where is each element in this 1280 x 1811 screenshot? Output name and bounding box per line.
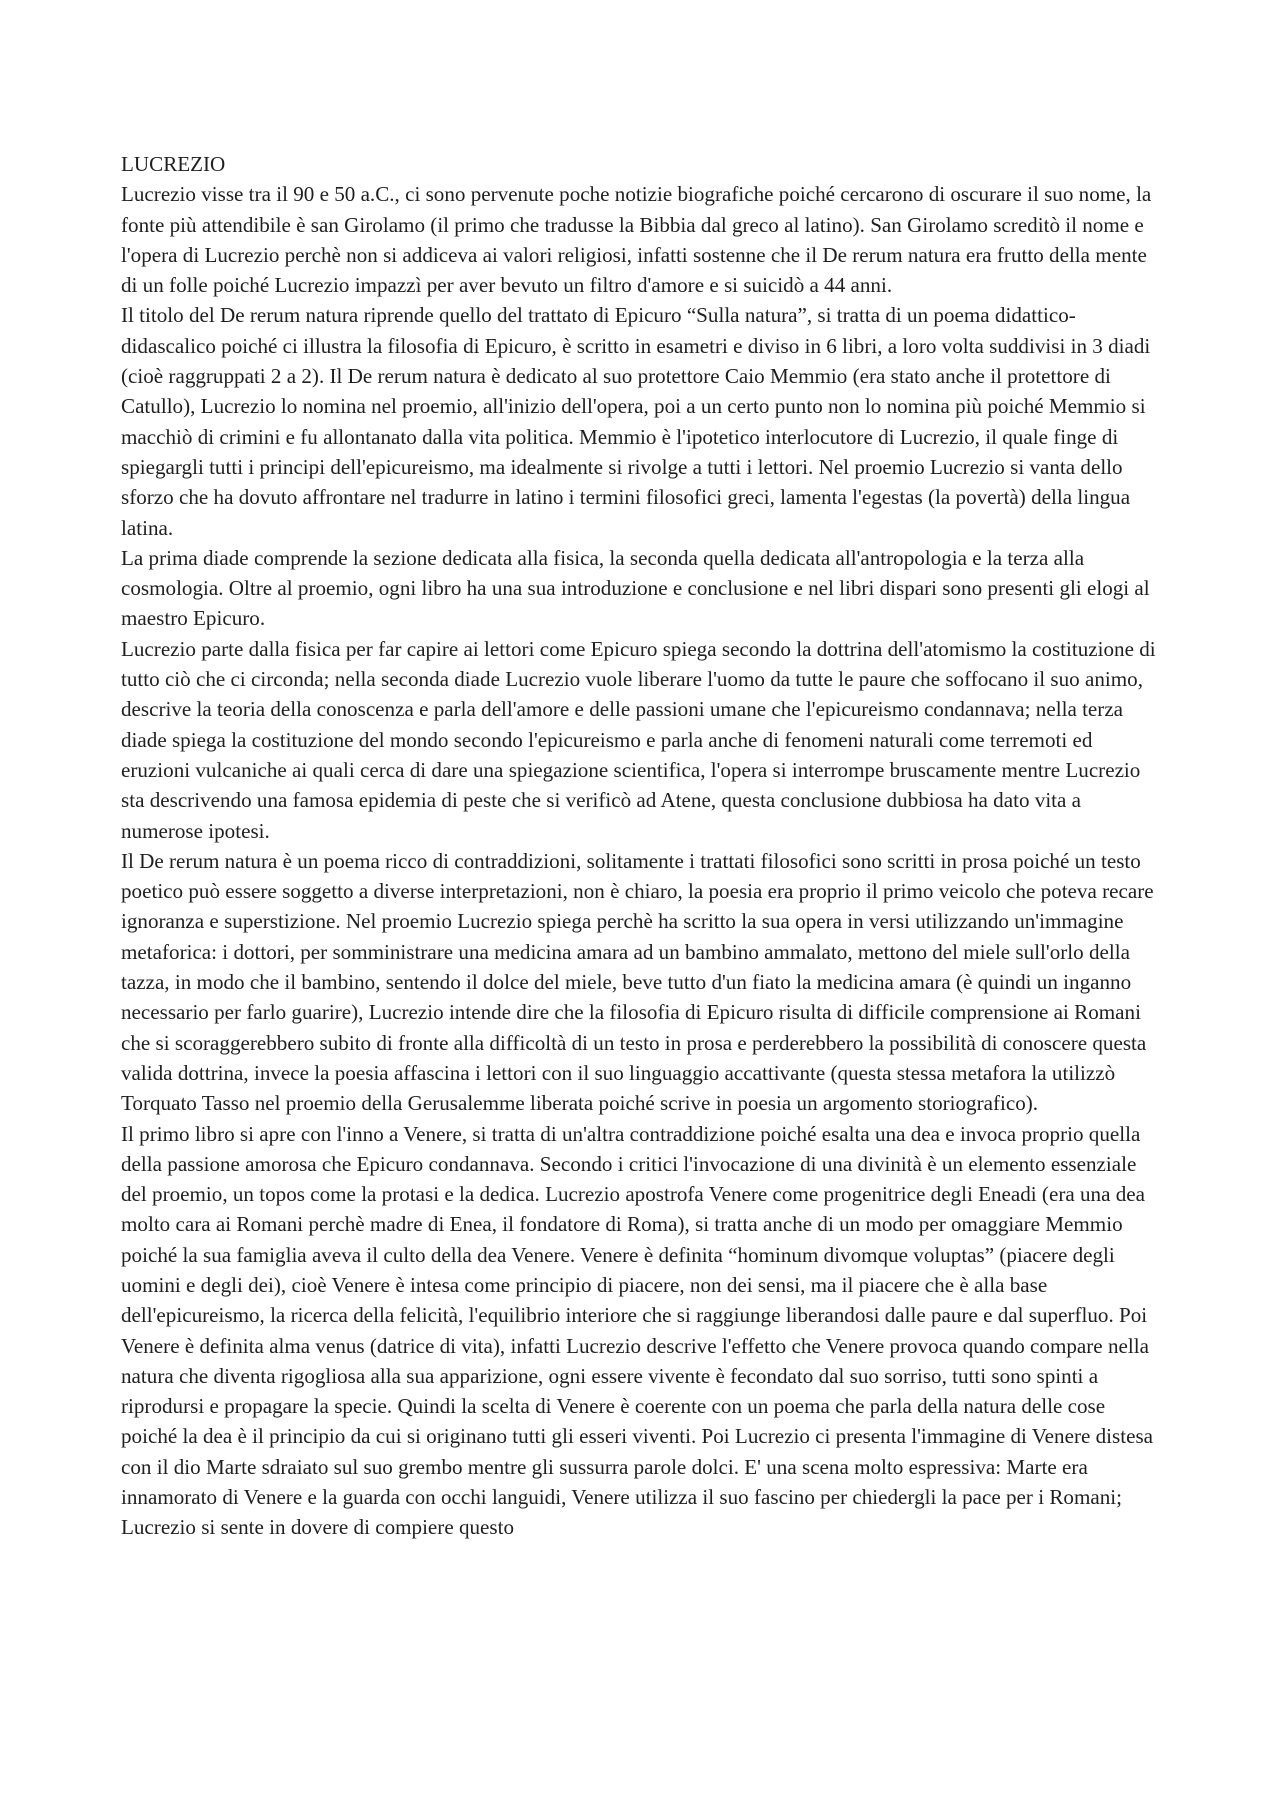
- paragraph-biography: Lucrezio visse tra il 90 e 50 a.C., ci sono pervenute poche notizie biografiche poiché cercarono di oscurare il suo nome, la fonte più attendibile è san Girolamo (il primo che tradusse la Bibbia dal greco al latino). San Girolamo screditò il nome e l'opera di Lucrezio perchè non si addiceva ai valori religiosi, infatti sostenne che il De rerum natura era frutto della mente di un folle poiché Lucrezio impazzì per aver bevuto un filtro d'amore e si suicidò a 44 anni.: [121, 182, 1152, 298]
- paragraph-title-structure: Il titolo del De rerum natura riprende quello del trattato di Epicuro “Sulla natura”, si tratta di un poema didattico-didascalico poiché ci illustra la filosofia di Epicuro, è scritto in esametri e diviso in 6 libri, a loro volta suddivisi in 3 diadi (cioè raggruppati 2 a 2). Il De rerum natura è dedicato al suo protettore Caio Memmio (era stato anche il protettore di Catullo), Lucrezio lo nomina nel proemio, all'inizio dell'opera, poi a un certo punto non lo nomina più poiché Memmio si macchiò di crimini e fu allontanato dalla vita politica. Memmio è l'ipotetico interlocutore di Lucrezio, il quale finge di spiegargli tutti i principi dell'epicureismo, ma idealmente si rivolge a tutti i lettori. Nel proemio Lucrezio si vanta dello sforzo che ha dovuto affrontare nel tradurre in latino i termini filosofici greci, lamenta l'egestas (la povertà) della lingua latina.: [121, 303, 1151, 540]
- paragraph-hymn-to-venus: Il primo libro si apre con l'inno a Venere, si tratta di un'altra contraddizione poiché esalta una dea e invoca proprio quella della passione amorosa che Epicuro condannava. Secondo i critici l'invocazione di una divinità è un elemento essenziale del proemio, un topos come la protasi e la dedica. Lucrezio apostrofa Venere come progenitrice degli Eneadi (era una dea molto cara ai Romani perchè madre di Enea, il fondatore di Roma), si tratta anche di un modo per omaggiare Memmio poiché la sua famiglia aveva il culto della dea Venere. Venere è definita “hominum divomque voluptas” (piacere degli uomini e degli dei), cioè Venere è intesa come principio di piacere, non dei sensi, ma il piacere che è alla base dell'epicureismo, la ricerca della felicità, l'equilibrio interiore che si raggiunge liberandosi dalle paure e dal superfluo. Poi Venere è definita alma venus (datrice di vita), infatti Lucrezio descrive l'effetto che Venere provoca quando compare nella natura che diventa rigogliosa alla sua apparizione, ogni essere vivente è fecondato dal suo sorriso, tutti sono spinti a riprodursi e propagare la specie. Quindi la scelta di Venere è coerente con un poema che parla della natura delle cose poiché la dea è il principio da cui si originano tutti gli esseri viventi. Poi Lucrezio ci presenta l'immagine di Venere distesa con il dio Marte sdraiato sul suo grembo mentre gli sussurra parole dolci. E' una scena molto espressiva: Marte era innamorato di Venere e la guarda con occhi languidi, Venere utilizza il suo fascino per chiedergli la pace per i Romani; Lucrezio si sente in dovere di compiere questo: [121, 1121, 1154, 1540]
- document-body: [121, 149, 1161, 1543]
- document-title: LUCREZIO: [121, 152, 226, 176]
- paragraph-contradictions: Il De rerum natura è un poema ricco di contraddizioni, solitamente i trattati filosofici sono scritti in prosa poiché un testo poetico può essere soggetto a diverse interpretazioni, non è chiaro, la poesia era proprio il primo veicolo che poteva recare ignoranza e superstizione. Nel proemio Lucrezio spiega perchè ha scritto la sua opera in versi utilizzando un'immagine metaforica: i dottori, per somministrare una medicina amara ad un bambino ammalato, mettono del miele sull'orlo della tazza, in modo che il bambino, sentendo il dolce del miele, beve tutto d'un fiato la medicina amara (è quindi un inganno necessario per farlo guarire), Lucrezio intende dire che la filosofia di Epicuro risulta di difficile comprensione ai Romani che si scoraggerebbero subito di fronte alla difficoltà di un testo in prosa e perderebbero la possibilità di conoscere questa valida dottrina, invece la poesia affascina i lettori con il suo linguaggio accattivante (questa stessa metafora la utilizzò Torquato Tasso nel proemio della Gerusalemme liberata poiché scrive in poesia un argomento storiografico).: [121, 848, 1154, 1116]
- paragraph-contents: Lucrezio parte dalla fisica per far capire ai lettori come Epicuro spiega secondo la dottrina dell'atomismo la costituzione di tutto ciò che ci circonda; nella seconda diade Lucrezio vuole liberare l'uomo da tutte le paure che soffocano il suo animo, descrive la teoria della conoscenza e parla dell'amore e delle passioni umane che l'epicureismo condannava; nella terza diade spiega la costituzione del mondo secondo l'epicureismo e parla anche di fenomeni naturali come terremoti ed eruzioni vulcaniche ai quali cerca di dare una spiegazione scientifica, l'opera si interrompe bruscamente mentre Lucrezio sta descrivendo una famosa epidemia di peste che si verificò ad Atene, questa conclusione dubbiosa ha dato vita a numerose ipotesi.: [121, 636, 1156, 843]
- paragraph-diadi: La prima diade comprende la sezione dedicata alla fisica, la seconda quella dedicata all'antropologia e la terza alla cosmologia. Oltre al proemio, ogni libro ha una sua introduzione e conclusione e nel libri dispari sono presenti gli elogi al maestro Epicuro.: [121, 545, 1150, 631]
